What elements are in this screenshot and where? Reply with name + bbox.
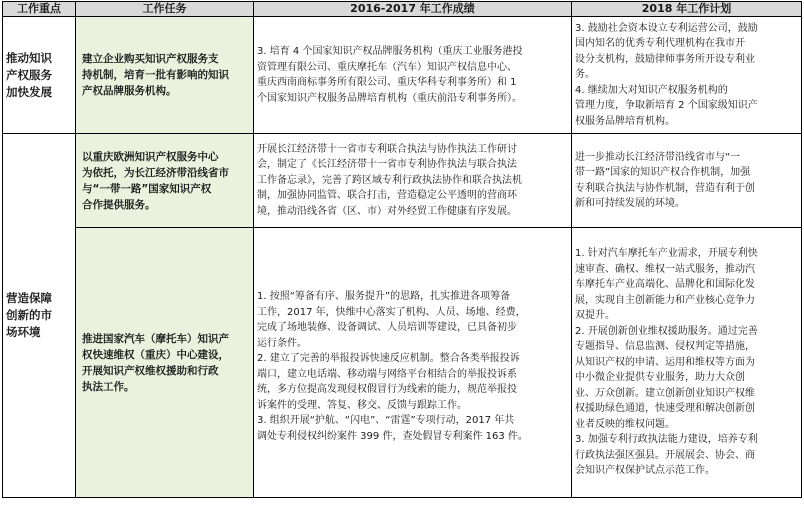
focus-cell xyxy=(3,134,76,498)
plan-line: 进一步推动长江经济带沿线省市与“一 xyxy=(575,151,741,163)
achievements-line: 运行条件。 xyxy=(257,337,307,349)
focus-line: 创新的市 xyxy=(6,308,52,322)
plan-line: 从知识产权的申请、运用和维权等方面为 xyxy=(575,356,755,368)
table-row xyxy=(3,228,802,498)
achievements-line: 资管理有限公司、重庆摩托车（汽车）知识产权信息中心、 xyxy=(257,61,517,73)
plan-line: 展，实现自主创新能力和产业核心竞争力 xyxy=(575,294,755,306)
plan-line: 国内知名的优秀专利代理机构在我市开 xyxy=(575,38,745,50)
achievements-line: 工作备忘录》，完善了跨区域专利行政执法协作和联合执法机 xyxy=(257,174,522,186)
plan-line: 3. 加强专利行政执法能力建设，培养专利 xyxy=(575,434,758,446)
plan-line: 专利联合执法与协作机制，营造有利于创 xyxy=(575,182,755,194)
plan-line: 设分支机构，鼓励律师事务所开设专利业 xyxy=(575,53,755,65)
work-plan-table xyxy=(2,1,802,498)
achievements-line: 诉案件的受理、答复、移交、反馈与跟踪工作。 xyxy=(257,399,467,411)
achievements-line: 2. 建立了完善的举报投诉快速反应机制。整合各类举报投诉 xyxy=(257,353,520,364)
task-line: 权快速维权（重庆）中心建设， xyxy=(82,348,229,361)
achievements-line: 3. 培育 4 个国家知识产权品牌服务机构（重庆工业服务港投 xyxy=(257,46,523,57)
plan-line: 业者反映的维权问题。 xyxy=(575,418,675,430)
header-achievements: 2016-2017 年工作成绩 xyxy=(254,2,572,17)
plan-line: 速审查、确权、维权一站式服务，推动汽 xyxy=(575,263,755,275)
plan-line: 带一路”国家的知识产权合作机制，加强 xyxy=(575,167,751,178)
achievements-cell xyxy=(254,228,572,498)
plan-line: 行政执法强区强县。开展展会、协会、商 xyxy=(575,449,755,461)
plan-cell xyxy=(572,17,802,134)
achievements-line: 统，多方位提高发现侵权假冒行为线索的能力，规范举报投 xyxy=(257,384,517,395)
focus-line: 营造保障 xyxy=(6,291,52,305)
table-row xyxy=(3,17,802,134)
task-line: 推进国家汽车（摩托车）知识产 xyxy=(82,332,229,345)
plan-cell xyxy=(572,228,802,498)
achievements-line: 工作，2017 年，快维中心落实了机构、人员、场地、经费， xyxy=(257,306,526,318)
achievements-line: 3. 组织开展“护航、“闪电”、“雷霆”专项行动，2017 年共 xyxy=(257,415,515,426)
focus-line: 加快发展 xyxy=(6,84,52,99)
focus-line: 推动知识 xyxy=(6,50,52,65)
table-header-row xyxy=(3,2,802,17)
plan-line: 管理力度，争取新培育 2 个国家级知识产 xyxy=(575,100,758,112)
achievements-line: 开展长江经济带十一省市专利联合执法与协作执法工作研讨 xyxy=(257,143,517,155)
achievements-line: 境，推动沿线各省（区、市）对外经贸工作健康有序发展。 xyxy=(257,205,517,217)
achievements-line: 1. 按照“筹备有序、服务提升”的思路，扎实推进各项筹备 xyxy=(257,291,511,302)
task-line: 与“一带一路”国家知识产权 xyxy=(82,182,212,195)
focus-line: 产权服务 xyxy=(6,67,52,82)
plan-line: 双提升。 xyxy=(575,310,615,322)
focus-line: 场环境 xyxy=(6,325,41,339)
task-cell xyxy=(76,17,254,134)
plan-line: 业、万众创新。建立创新创业知识产权维 xyxy=(575,387,755,399)
header-plan: 2018 年工作计划 xyxy=(572,2,802,17)
plan-line: 权服务品牌培育机构。 xyxy=(575,115,675,127)
plan-line: 车摩托车产业高端化、品牌化和国际化发 xyxy=(575,279,755,291)
header-focus: 工作重点 xyxy=(3,2,76,17)
plan-line: 4. 继续加大对知识产权服务机构的 xyxy=(575,84,728,96)
plan-line: 新和可持续发展的环境。 xyxy=(575,198,685,209)
achievements-line: 调处专利侵权纠纷案件 399 件，查处假冒专利案件 163 件。 xyxy=(257,430,528,442)
plan-line: 1. 针对汽车摩托车产业需求，开展专利快 xyxy=(575,248,758,260)
task-line: 为依托，为长江经济带沿线省市 xyxy=(82,166,229,179)
achievements-cell xyxy=(254,17,572,134)
header-task: 工作任务 xyxy=(76,2,254,17)
task-cell xyxy=(76,228,254,498)
plan-line: 2. 开展创新创业维权援助服务。通过完善 xyxy=(575,325,758,337)
achievements-line: 制，加强协同监管、联合打击，营造稳定公平透明的营商环 xyxy=(257,190,517,202)
task-line: 以重庆欧洲知识产权服务中心 xyxy=(82,150,219,163)
achievements-line: 端口，建立电话端、移动端与网络平台相结合的举报投诉系 xyxy=(257,368,517,380)
task-line: 开展知识产权维权援助和行政 xyxy=(82,364,219,377)
table-row xyxy=(3,134,802,228)
achievements-line: 会，制定了《长江经济带十一省市专利协作执法与联合执法 xyxy=(257,159,517,171)
focus-cell xyxy=(3,17,76,134)
task-line: 建立企业购买知识产权服务支 xyxy=(82,53,219,65)
plan-cell xyxy=(572,134,802,228)
plan-line: 专题指导、信息监测、侵权判定等措施， xyxy=(575,341,755,353)
task-line: 产权品牌服务机构。 xyxy=(82,85,177,97)
plan-line: 3. 鼓励社会资本设立专利运营公司，鼓励 xyxy=(575,22,758,34)
plan-line: 务。 xyxy=(575,69,595,81)
task-line: 执法工作。 xyxy=(82,380,135,393)
plan-line: 中小微企业提供专业服务，助力大众创 xyxy=(575,372,745,384)
plan-line: 权援助绿色通道，快速受理和解决创新创 xyxy=(575,403,755,415)
achievements-cell xyxy=(254,134,572,228)
task-line: 合作提供服务。 xyxy=(82,198,156,211)
achievements-line: 重庆西南商标事务所有限公司、重庆华科专利事务所）和 1 xyxy=(257,77,517,88)
plan-line: 会知识产权保护试点示范工作。 xyxy=(575,465,715,477)
task-cell xyxy=(76,134,254,228)
achievements-line: 个国家知识产权服务品牌培育机构（重庆前沿专利事务所）。 xyxy=(257,92,522,104)
task-line: 持机制，培育一批有影响的知识 xyxy=(82,69,229,81)
achievements-line: 完成了场地装修、设备调试、人员培训等建设，已具备初步 xyxy=(257,322,517,333)
